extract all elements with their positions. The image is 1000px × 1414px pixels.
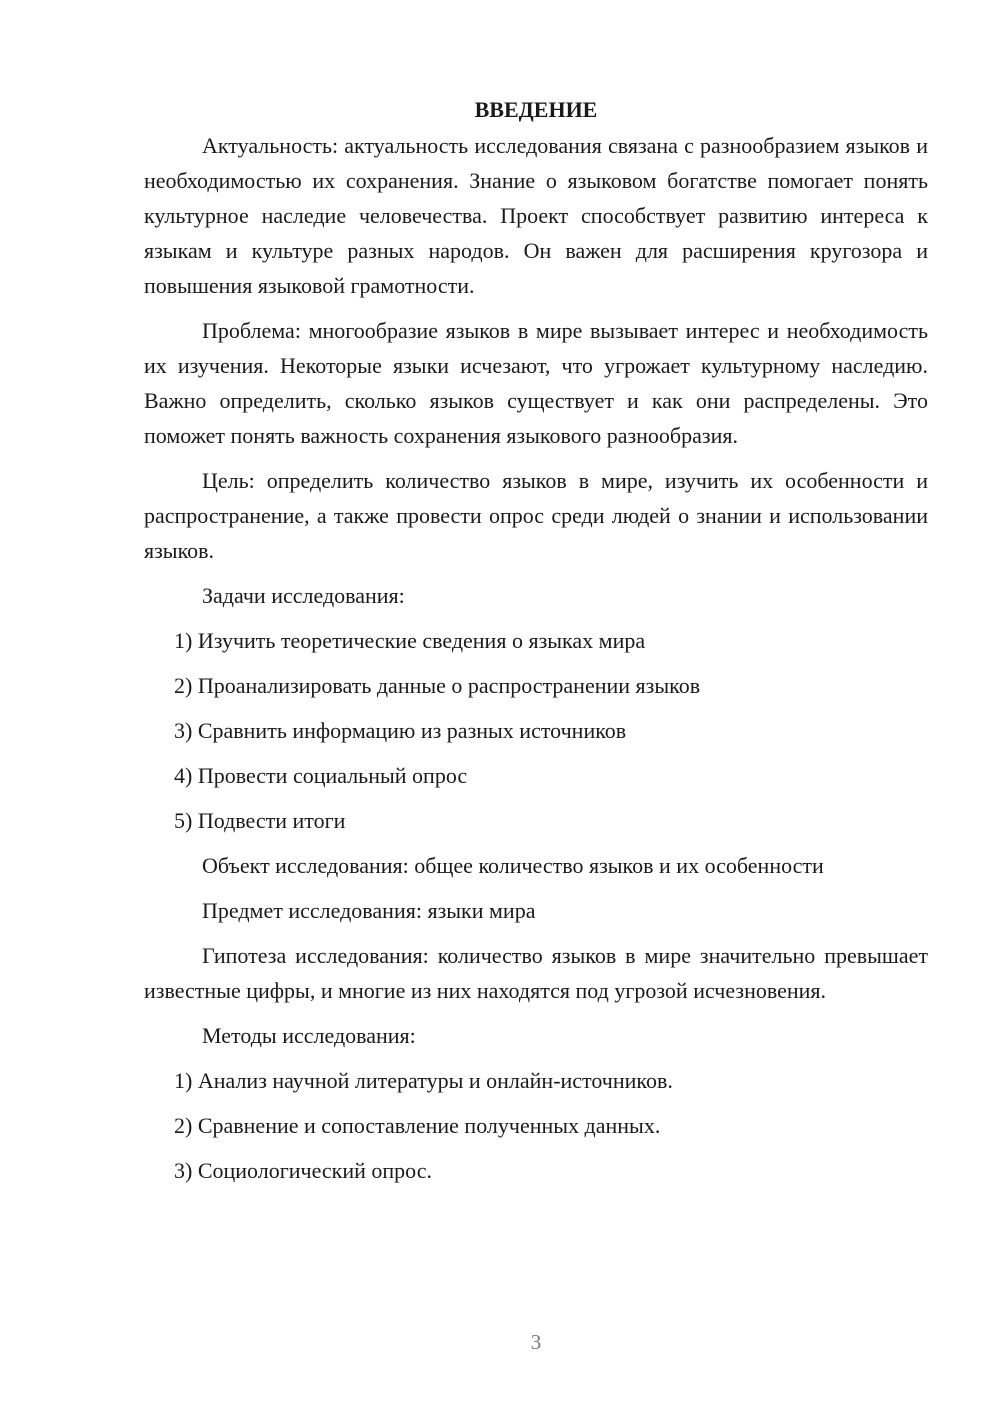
tasks-list bbox=[144, 623, 928, 838]
list-item: 2) Сравнение и сопоставление полученных данных. bbox=[174, 1113, 661, 1138]
methods-heading: Методы исследования: bbox=[202, 1023, 416, 1048]
document-page bbox=[144, 92, 928, 1198]
list-item: 4) Провести социальный опрос bbox=[174, 763, 468, 788]
relevance-paragraph: Актуальность: актуальность исследования связана с разнообразием языков и необходимостью их сохранения. Знание о языковом богатстве помогает понять культурное наследие человечества. Проект способствует развитию интереса к языкам и культуре разных народов. Он важен для расширения кругозора и повышения языковой грамотности. bbox=[144, 133, 928, 298]
tasks-heading: Задачи исследования: bbox=[202, 583, 405, 608]
problem-paragraph: Проблема: многообразие языков в мире вызывает интерес и необходимость их изучения. Некоторые языки исчезают, что угрожает культурному наследию. Важно определить, сколько языков существует и как они распределены. Это поможет понять важность сохранения языкового разнообразия. bbox=[144, 318, 928, 448]
list-item: 1) Анализ научной литературы и онлайн-источников. bbox=[174, 1068, 673, 1093]
methods-list bbox=[144, 1063, 928, 1188]
list-item: 5) Подвести итоги bbox=[174, 808, 346, 833]
hypothesis-paragraph: Гипотеза исследования: количество языков в мире значительно превышает известные цифры, и многие из них находятся под угрозой исчезновения. bbox=[144, 943, 928, 1003]
list-item: 3) Сравнить информацию из разных источников bbox=[174, 718, 627, 743]
goal-paragraph: Цель: определить количество языков в мире, изучить их особенности и распространение, а также провести опрос среди людей о знании и использовании языков. bbox=[144, 468, 928, 563]
list-item: 3) Социологический опрос. bbox=[174, 1158, 432, 1183]
list-item: 1) Изучить теоретические сведения о языках мира bbox=[174, 628, 646, 653]
subject-line: Предмет исследования: языки мира bbox=[202, 898, 536, 923]
page-title: ВВЕДЕНИЕ bbox=[474, 97, 598, 122]
page-number: 3 bbox=[530, 1330, 542, 1354]
list-item: 2) Проанализировать данные о распространении языков bbox=[174, 673, 701, 698]
object-line: Объект исследования: общее количество языков и их особенности bbox=[202, 853, 824, 878]
